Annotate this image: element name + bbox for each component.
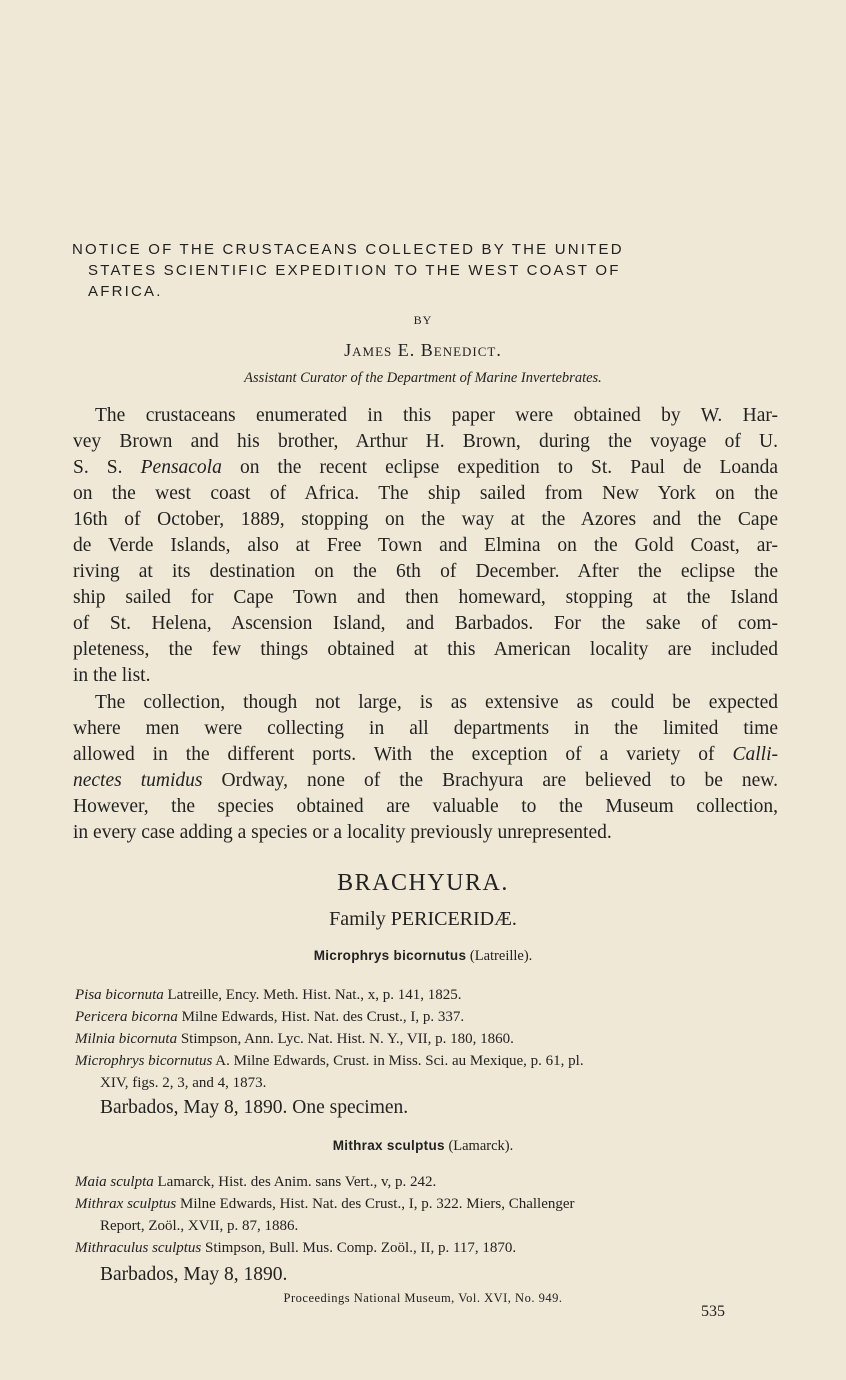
synonym-name: Maia sculpta	[75, 1174, 154, 1190]
text-line	[73, 768, 778, 794]
species-name: Mithrax sculptus	[332, 1138, 445, 1153]
text-line: where men were collecting in all departments in the limited time	[73, 718, 778, 739]
species-authority: (Latreille).	[469, 948, 533, 964]
family-heading: Family PERICERIDÆ.	[329, 908, 517, 930]
synonymy-entry	[75, 1171, 780, 1193]
text-run: on the recent eclipse expedition to St. Paul de Loanda	[221, 457, 778, 478]
synonymy-list	[75, 984, 780, 1094]
author-affiliation: Assistant Curator of the Department of Marine Invertebrates.	[244, 370, 602, 386]
title-line: NOTICE OF THE CRUSTACEANS COLLECTED BY THE UNITED	[72, 241, 624, 258]
synonym-name: Milnia bicornuta	[75, 1031, 178, 1047]
synonym-name: Pisa bicornuta	[75, 987, 164, 1003]
text-run: Ordway, none of the Brachyura are believed to be new.	[202, 770, 778, 791]
author-name: James E. Benedict.	[344, 340, 502, 360]
taxon-name: Calli-	[732, 744, 778, 765]
species-heading	[0, 1138, 846, 1155]
taxon-name: nectes tumidus	[73, 770, 203, 791]
locality-record: Barbados, May 8, 1890. One specimen.	[100, 1097, 409, 1118]
synonymy-entry	[75, 1215, 780, 1237]
synonym-name: Mithrax sculptus	[75, 1196, 177, 1212]
citation: Stimpson, Ann. Lyc. Nat. Hist. N. Y., VII, p. 180, 1860.	[177, 1031, 514, 1047]
locality-record: Barbados, May 8, 1890.	[100, 1264, 288, 1285]
citation: Latreille, Ency. Meth. Hist. Nat., x, p. 141, 1825.	[163, 987, 462, 1003]
order-heading: BRACHYURA.	[337, 870, 509, 896]
ship-name: Pensacola	[140, 457, 222, 478]
text-line: of St. Helena, Ascension Island, and Barbados. For the sake of com-	[73, 613, 778, 634]
citation: Report, Zoöl., XVII, p. 87, 1886.	[100, 1218, 299, 1234]
citation: Stimpson, Bull. Mus. Comp. Zoöl., II, p. 117, 1870.	[201, 1240, 517, 1256]
citation: Milne Edwards, Hist. Nat. des Crust., I, p. 322. Miers, Challenger	[176, 1196, 575, 1212]
species-authority: (Lamarck).	[448, 1138, 514, 1154]
journal-footer: Proceedings National Museum, Vol. XVI, No. 949.	[283, 1291, 563, 1305]
text-line: riving at its destination on the 6th of December. After the eclipse the	[73, 561, 778, 582]
text-line: vey Brown and his brother, Arthur H. Brown, during the voyage of U.	[73, 431, 778, 452]
species-name: Microphrys bicornutus	[313, 948, 467, 963]
title-line: STATES SCIENTIFIC EXPEDITION TO THE WEST COAST OF	[88, 262, 621, 279]
synonym-name: Microphrys bicornutus	[75, 1053, 213, 1069]
text-line: 16th of October, 1889, stopping on the way at the Azores and the Cape	[73, 509, 778, 530]
synonymy-entry	[75, 1006, 780, 1028]
text-line	[73, 742, 778, 768]
text-line: in the list.	[73, 665, 151, 686]
page-number: 535	[701, 1303, 725, 1320]
text-line: However, the species obtained are valuable to the Museum collection,	[73, 796, 778, 817]
text-line: The collection, though not large, is as extensive as could be expected	[95, 692, 778, 713]
synonymy-entry	[75, 1193, 780, 1215]
text-line: ship sailed for Cape Town and then homeward, stopping at the Island	[73, 587, 778, 608]
title-line: AFRICA.	[88, 283, 163, 300]
text-line: in every case adding a species or a locality previously unrepresented.	[73, 822, 612, 843]
species-heading	[0, 948, 846, 965]
synonymy-entry	[75, 984, 780, 1006]
citation: Milne Edwards, Hist. Nat. des Crust., I, p. 337.	[177, 1009, 465, 1025]
paragraph-collection	[73, 690, 778, 846]
synonymy-list	[75, 1171, 780, 1259]
text-line: pleteness, the few things obtained at this American locality are included	[73, 639, 778, 660]
byline: BY	[413, 313, 433, 327]
citation: XIV, figs. 2, 3, and 4, 1873.	[100, 1075, 267, 1091]
synonymy-entry	[75, 1072, 780, 1094]
text-line	[73, 455, 778, 481]
article-title	[72, 239, 782, 302]
text-line: on the west coast of Africa. The ship sailed from New York on the	[73, 483, 778, 504]
paragraph-intro	[73, 403, 778, 689]
synonymy-entry	[75, 1237, 780, 1259]
text-run: S. S.	[73, 457, 141, 478]
synonym-name: Mithraculus sculptus	[75, 1240, 202, 1256]
synonymy-entry	[75, 1050, 780, 1072]
citation: Lamarck, Hist. des Anim. sans Vert., v, p. 242.	[153, 1174, 437, 1190]
text-line: de Verde Islands, also at Free Town and Elmina on the Gold Coast, ar-	[73, 535, 778, 556]
text-line: The crustaceans enumerated in this paper were obtained by W. Har-	[95, 405, 778, 426]
synonymy-entry	[75, 1028, 780, 1050]
citation: A. Milne Edwards, Crust. in Miss. Sci. au Mexique, p. 61, pl.	[212, 1053, 584, 1069]
synonym-name: Pericera bicorna	[75, 1009, 178, 1025]
text-run: allowed in the different ports. With the exception of a variety of	[73, 744, 733, 765]
